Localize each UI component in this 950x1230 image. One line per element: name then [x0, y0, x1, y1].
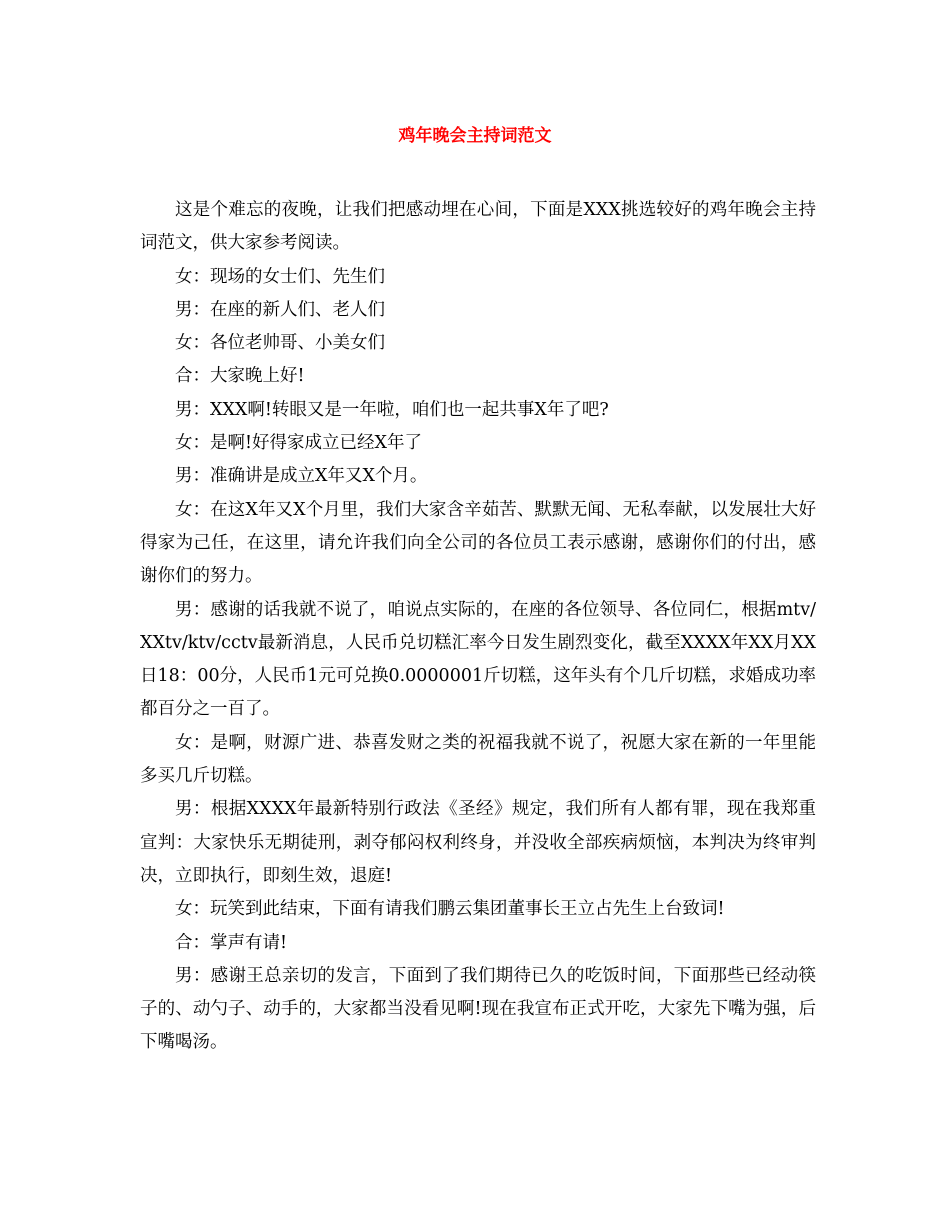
dialogue-line: 女：是啊!好得家成立已经X年了 [175, 433, 422, 454]
dialogue-line: 合：大家晚上好! [175, 366, 305, 387]
dialogue-line: 男：XXX啊!转眼又是一年啦，咱们也一起共事X年了吧? [175, 399, 609, 420]
dialogue-line: 合：掌声有请! [175, 932, 288, 953]
paragraph-intro: 这是个难忘的夜晚，让我们把感动埋在心间，下面是XXX挑选较好的鸡年晚会主持词范文，供大家参考阅读。 [140, 200, 816, 254]
dialogue-line: 男：在座的新人们、老人们 [175, 299, 385, 320]
dialogue-line: 女：现场的女士们、先生们 [175, 266, 385, 287]
document-title: 鸡年晚会主持词范文 [398, 126, 552, 146]
dialogue-line: 女：各位老帅哥、小美女们 [175, 333, 385, 354]
document-body [140, 194, 816, 1060]
dialogue-line: 女：是啊，财源广进、恭喜发财之类的祝福我就不说了，祝愿大家在新的一年里能多买几斤切糕。 [140, 732, 816, 787]
dialogue-line: 男：感谢的话我就不说了，咱说点实际的，在座的各位领导、各位同仁，根据mtv/XXtv/ktv/cctv最新消息，人民币兑切糕汇率今日发生剧烈变化，截至XXXX年XX月XX日18：00分，人民币1元可兑换0.0000001斤切糕，这年头有个几斤切糕，求婚成功率都百分之一百了。 [140, 599, 816, 720]
dialogue-line: 男：根据XXXX年最新特别行政法《圣经》规定，我们所有人都有罪，现在我郑重宣判：大家快乐无期徒刑，剥夺郁闷权利终身，并没收全部疾病烦恼，本判决为终审判决，立即执行，即刻生效，退庭! [140, 799, 816, 886]
dialogue-line: 女：在这X年又X个月里，我们大家含辛茹苦、默默无闻、无私奉献，以发展壮大好得家为己任，在这里，请允许我们向全公司的各位员工表示感谢，感谢你们的付出，感谢你们的努力。 [140, 499, 816, 587]
dialogue-line: 男：感谢王总亲切的发言，下面到了我们期待已久的吃饭时间，下面那些已经动筷子的、动勺子、动手的，大家都当没看见啊!现在我宣布正式开吃，大家先下嘴为强，后下嘴喝汤。 [140, 965, 816, 1053]
dialogue-line: 女：玩笑到此结束，下面有请我们鹏云集团董事长王立占先生上台致词! [175, 899, 725, 920]
dialogue-line: 男：准确讲是成立X年又X个月。 [175, 466, 428, 487]
